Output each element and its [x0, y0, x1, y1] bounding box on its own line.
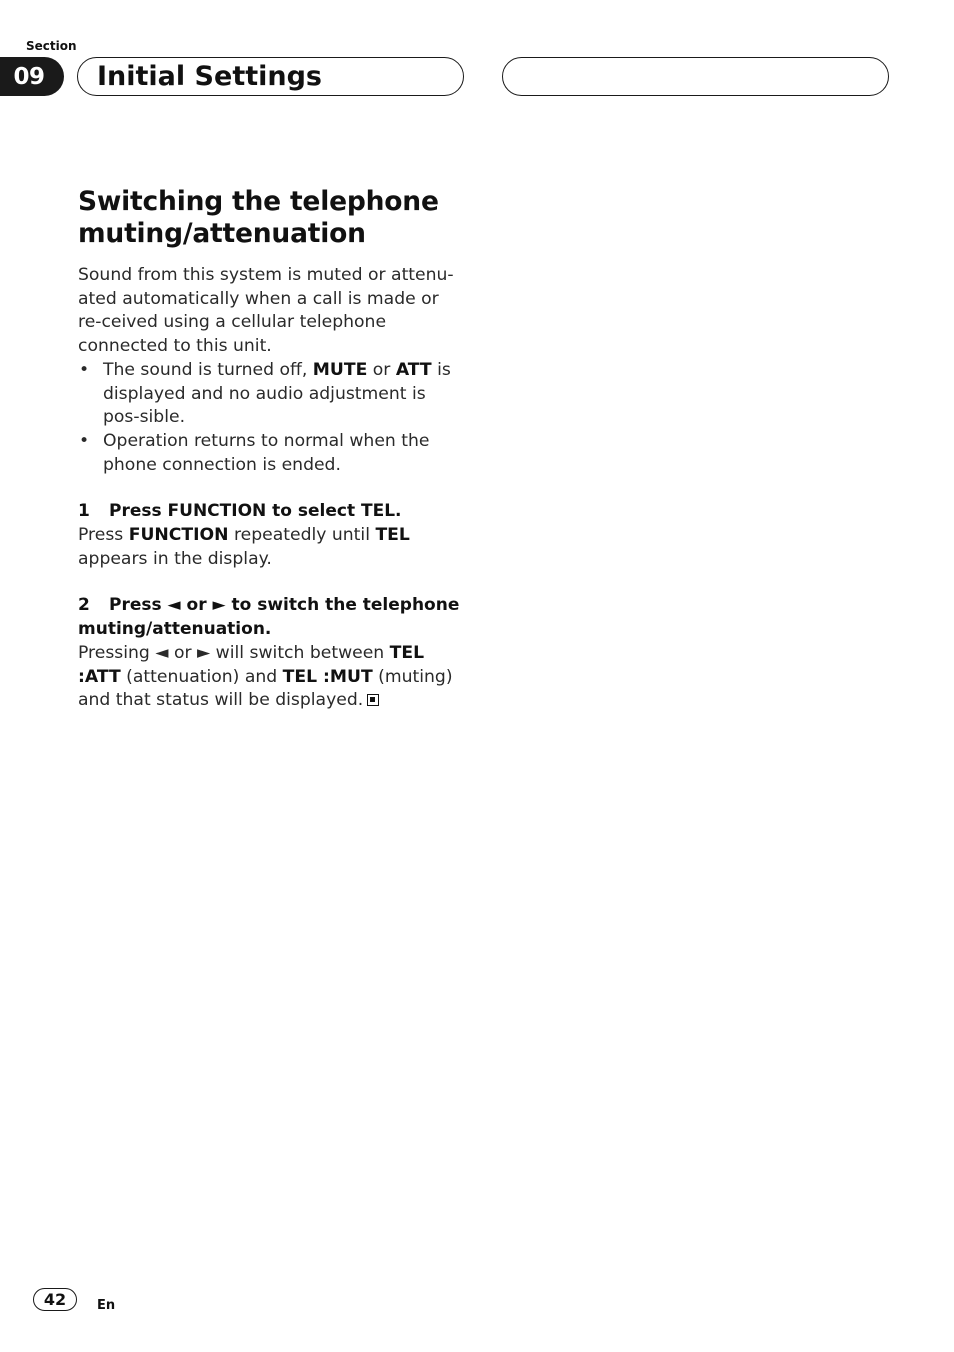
step-2-heading	[78, 594, 466, 641]
step-title: Press ◄ or ► to switch the telephone muting/attenuation.	[78, 595, 460, 640]
bullet-list	[78, 359, 466, 478]
step-1-heading	[78, 500, 466, 524]
heading-line-2: muting/attenuation	[78, 218, 366, 249]
step-2-body: Pressing ◄ or ► will switch between TEL :ATT (attenuation) and TEL :MUT (muting) and that status will be displayed.	[78, 642, 453, 711]
step-1-body: Press FUNCTION repeatedly until TEL appears in the display.	[78, 525, 410, 569]
step-number: 1	[78, 501, 90, 522]
empty-header-frame	[502, 57, 889, 96]
step-number: 2	[78, 595, 90, 616]
section-number-badge: 09	[0, 57, 64, 96]
content-column	[78, 186, 466, 713]
heading-line-1: Switching the telephone	[78, 186, 439, 217]
bullet-item: • The sound is turned off, MUTE or ATT is displayed and no audio adjustment is pos-sible.	[78, 359, 466, 430]
page-number: 42	[33, 1288, 77, 1311]
chapter-title: Initial Settings	[77, 57, 464, 96]
intro-paragraph: Sound from this system is muted or attenu-ated automatically when a call is made or re-ceived using a cellular telephone connected to this unit.	[78, 265, 454, 357]
section-label: Section	[26, 39, 77, 53]
step-title: Press FUNCTION to select TEL.	[109, 501, 402, 522]
language-code: En	[97, 1298, 116, 1313]
bullet-item: • Operation returns to normal when the phone connection is ended.	[78, 430, 466, 477]
end-of-section-icon	[367, 694, 379, 706]
page-heading	[78, 186, 466, 250]
